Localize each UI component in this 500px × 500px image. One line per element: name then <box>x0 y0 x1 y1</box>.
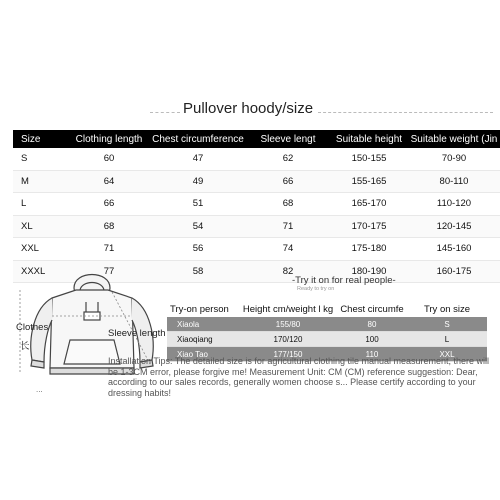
tryon-cell-size: XXL <box>439 349 455 359</box>
cell-size: XXL <box>21 243 39 255</box>
tryon-row <box>167 317 487 332</box>
cell-clothing-length: 64 <box>103 175 115 187</box>
cell-size: XXXL <box>21 265 46 277</box>
tryon-row <box>167 332 487 347</box>
tryon-cell-person: Xiao Tao <box>177 349 208 359</box>
tryon-header-person: Try-on person <box>170 304 229 315</box>
tryon-cell-chest: 110 <box>365 349 379 359</box>
tryon-title: -Try it on for real people- <box>292 275 396 286</box>
tryon-cell-height-weight: 170/120 <box>273 334 303 344</box>
tryon-cell-chest: 80 <box>367 319 377 329</box>
cell-height: 150-155 <box>351 153 387 165</box>
clothes-length-label: Clothes <box>16 322 49 333</box>
cell-clothing-length: 77 <box>103 265 115 277</box>
tryon-cell-person: Xiaola <box>177 319 200 329</box>
tryon-cell-size: L <box>444 334 450 344</box>
cell-sleeve: 74 <box>282 243 294 255</box>
title-rule-right <box>318 112 493 113</box>
tryon-header-height-weight: Height cm/weight l kg <box>242 304 334 315</box>
header-weight: Suitable weight (Jin <box>410 133 498 145</box>
installation-tips: Installation Tips: The detailed size is for agricultural clothing tile manual measurement, there will be 1-3CM error, please forgive me! Measurement Unit: CM (CM) reference suggestion: Dear, according to our sales records, generally women choose s... Please certify according to your dressing habits! <box>108 356 490 398</box>
cell-chest: 56 <box>192 243 204 255</box>
cell-sleeve: 71 <box>282 220 294 232</box>
tryon-header-size: Try on size <box>423 304 471 315</box>
tryon-cell-size: S <box>444 319 450 329</box>
size-row <box>13 216 500 239</box>
sleeve-length-label: Sleeve length <box>108 328 166 339</box>
tryon-subtitle: Ready to try on <box>297 286 335 292</box>
tryon-cell-height-weight: 155/80 <box>275 319 301 329</box>
tryon-table-header <box>167 302 487 317</box>
header-clothing-length: Clothing length <box>75 133 143 145</box>
cell-height: 175-180 <box>351 243 387 255</box>
cell-sleeve: 62 <box>282 153 294 165</box>
cell-height: 165-170 <box>351 198 387 210</box>
cell-chest: 49 <box>192 175 204 187</box>
cell-sleeve: 66 <box>282 175 294 187</box>
cell-weight: 145-160 <box>436 243 472 255</box>
cell-weight: 80-110 <box>439 175 469 187</box>
cell-chest: 51 <box>192 198 204 210</box>
cell-clothing-length: 66 <box>103 198 115 210</box>
cell-size: S <box>21 153 28 165</box>
cell-chest: 58 <box>192 265 204 277</box>
header-sleeve: Sleeve lengt <box>260 133 316 145</box>
cell-size: L <box>21 198 27 210</box>
tryon-cell-person: Xiaoqiang <box>177 334 213 344</box>
title-rule-left <box>150 112 180 113</box>
header-chest: Chest circumference <box>152 133 244 145</box>
size-table-body <box>13 148 500 283</box>
header-height: Suitable height <box>335 133 403 145</box>
cell-weight: 70-90 <box>441 153 467 165</box>
size-table <box>13 130 500 283</box>
header-size: Size <box>21 133 41 145</box>
cell-height: 180-190 <box>351 265 387 277</box>
cell-clothing-length: 68 <box>103 220 115 232</box>
cell-height: 170-175 <box>351 220 387 232</box>
cell-size: M <box>21 175 29 187</box>
tryon-header-chest: Chest circumfe <box>340 304 404 315</box>
cell-chest: 47 <box>192 153 204 165</box>
cell-clothing-length: 60 <box>103 153 115 165</box>
tryon-cell-chest: 100 <box>365 334 379 344</box>
tryon-table <box>167 302 487 362</box>
clothes-length-label-cn: 长 <box>20 341 30 352</box>
size-row <box>13 193 500 216</box>
cell-clothing-length: 71 <box>103 243 115 255</box>
cell-weight: 110-120 <box>436 198 472 210</box>
size-row <box>13 238 500 261</box>
size-table-header <box>13 130 500 148</box>
size-row <box>13 171 500 194</box>
cell-size: XL <box>21 220 33 232</box>
cell-height: 155-165 <box>351 175 387 187</box>
cell-sleeve: 82 <box>282 265 294 277</box>
cell-weight: 120-145 <box>436 220 472 232</box>
cell-sleeve: 68 <box>282 198 294 210</box>
chest-label: ... <box>36 385 43 394</box>
tryon-cell-height-weight: 177/150 <box>273 349 303 359</box>
cell-weight: 160-175 <box>436 265 472 277</box>
cell-chest: 54 <box>192 220 204 232</box>
page-title: Pullover hoody/size <box>183 100 314 117</box>
size-row <box>13 148 500 171</box>
